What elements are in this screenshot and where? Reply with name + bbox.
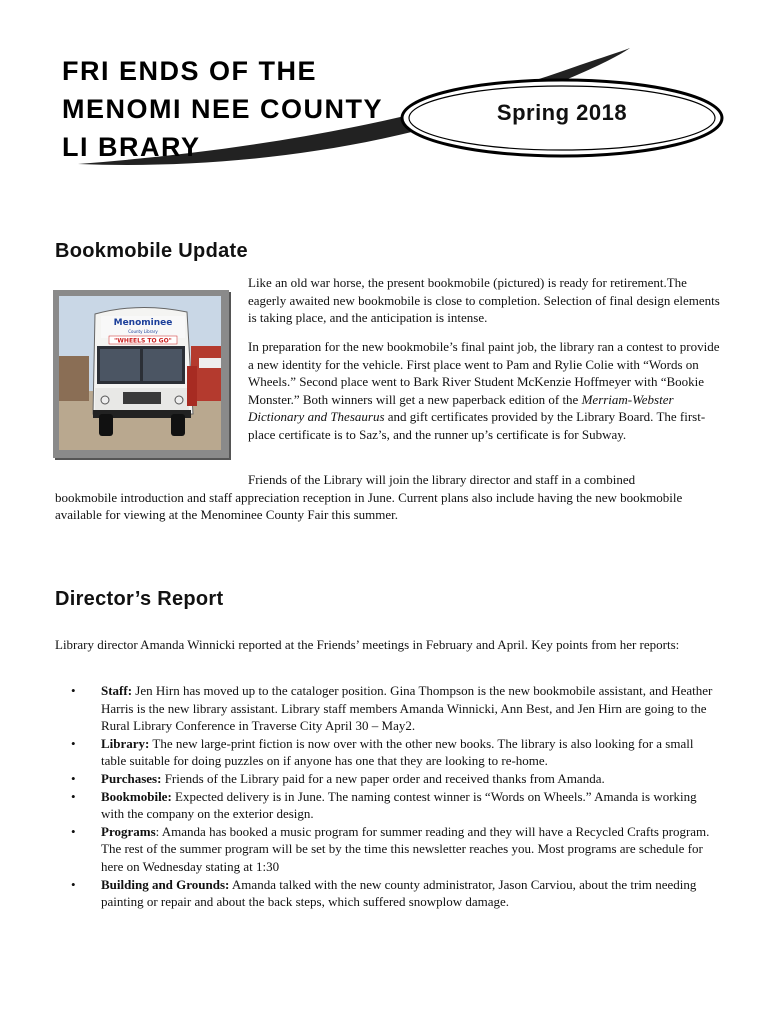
bookmobile-heading: Bookmobile Update xyxy=(55,240,248,262)
point-label: Staff: xyxy=(101,683,133,698)
list-item xyxy=(55,876,715,911)
bookmobile-paragraph-3-line1: Friends of the Library will join the library director and staff in a combined xyxy=(248,472,636,487)
list-item xyxy=(55,735,715,770)
title-line: MENOMI NEE COUNTY xyxy=(62,94,384,124)
bookmobile-paragraph-1: Like an old war horse, the present bookmobile (pictured) is ready for retirement.The eagerly awaited new bookmobile is close to completion. Selection of final design elements is taking place, and the anticipation is intense. xyxy=(248,275,720,326)
point-label: Programs xyxy=(101,823,156,839)
paragraph-text: and gift certificates provided by the Library Board. The first-place certificate is to Saz’s, and the runner up’s certificate is for Subway. xyxy=(248,409,706,442)
title-line: FRI ENDS OF THE xyxy=(62,56,318,86)
bookmobile-photo xyxy=(53,290,229,458)
list-item xyxy=(55,823,715,876)
point-text: : Amanda has booked a music program for summer reading and they will have a Recycled Crafts program. The rest of the summer program will be set by the time this newsletter reaches you. Most programs are schedule for here on Wednesday stating at 1:30 xyxy=(101,823,710,874)
point-label: Purchases: xyxy=(101,770,162,786)
point-text: Amanda talked with the new county administrator, Jason Carviou, about the trim needing painting or repair and about the back steps, which suffered snowplow damage. xyxy=(101,876,697,910)
bullet-icon: • xyxy=(71,876,76,892)
edition-label: Spring 2018 xyxy=(496,100,628,125)
bus-image xyxy=(59,296,221,450)
point-text: Expected delivery is in June. The naming contest winner is “Words on Wheels.” Amanda is working with the company on the exterior design. xyxy=(101,788,697,822)
bullet-icon: • xyxy=(71,823,76,839)
point-label: Bookmobile: xyxy=(101,788,172,804)
newsletter-title xyxy=(62,52,383,166)
bullet-icon: • xyxy=(71,770,76,786)
point-text: Jen Hirn has moved up to the cataloger position. Gina Thompson is the new bookmobile assistant, and Heather Harris is the new library assistant. Library staff members Amanda Winnicki, Ann Best, and Jen Hirn are going to the Rural Library Conference in Traverse City April 30 – May2. xyxy=(101,683,713,734)
list-item xyxy=(55,682,715,735)
list-item xyxy=(55,788,715,823)
bus-sign-name: Menominee xyxy=(113,318,173,328)
dictionary-title: Merriam-Webster Dictionary and Thesaurus xyxy=(248,391,674,425)
directors-report-intro: Library director Amanda Winnicki reported at the Friends’ meetings in February and April. Key points from her reports: xyxy=(55,637,680,652)
point-label: Library: xyxy=(101,735,150,751)
bus-sign-slogan: "WHEELS TO GO" xyxy=(114,337,172,345)
point-text: Friends of the Library paid for a new paper order and received thanks from Amanda. xyxy=(161,770,605,786)
paragraph-text: In preparation for the new bookmobile’s final paint job, the library ran a contest to provide a new identity for the vehicle. First place went to Pam and Rylie Colie with “Words on Wheels.” Second place went to Bark River Student McKenzie Hoffmeyer with “Bookie Monster.” Both winners will get a new paperback edition of the xyxy=(248,339,720,407)
title-line: LI BRARY xyxy=(62,132,201,162)
bookmobile-paragraph-2 xyxy=(248,338,723,444)
bookmobile-paragraph-3-rest: bookmobile introduction and staff appreciation reception in June. Current plans also include having the new bookmobile available for viewing at the Menominee County Fair this summer. xyxy=(55,489,683,523)
bus-sign-subtitle: County Library xyxy=(128,329,158,334)
bullet-icon: • xyxy=(71,788,76,804)
bullet-icon: • xyxy=(71,735,76,751)
key-points-list xyxy=(55,682,715,911)
point-label: Building and Grounds: xyxy=(101,876,230,892)
bullet-icon: • xyxy=(71,683,76,698)
point-text: The new large-print fiction is now over with the other new books. The library is also looking for a small table suitable for doing puzzles on if anyone has one that they are looking to re-home. xyxy=(101,735,694,769)
list-item xyxy=(55,770,715,788)
directors-report-heading: Director’s Report xyxy=(55,588,224,610)
